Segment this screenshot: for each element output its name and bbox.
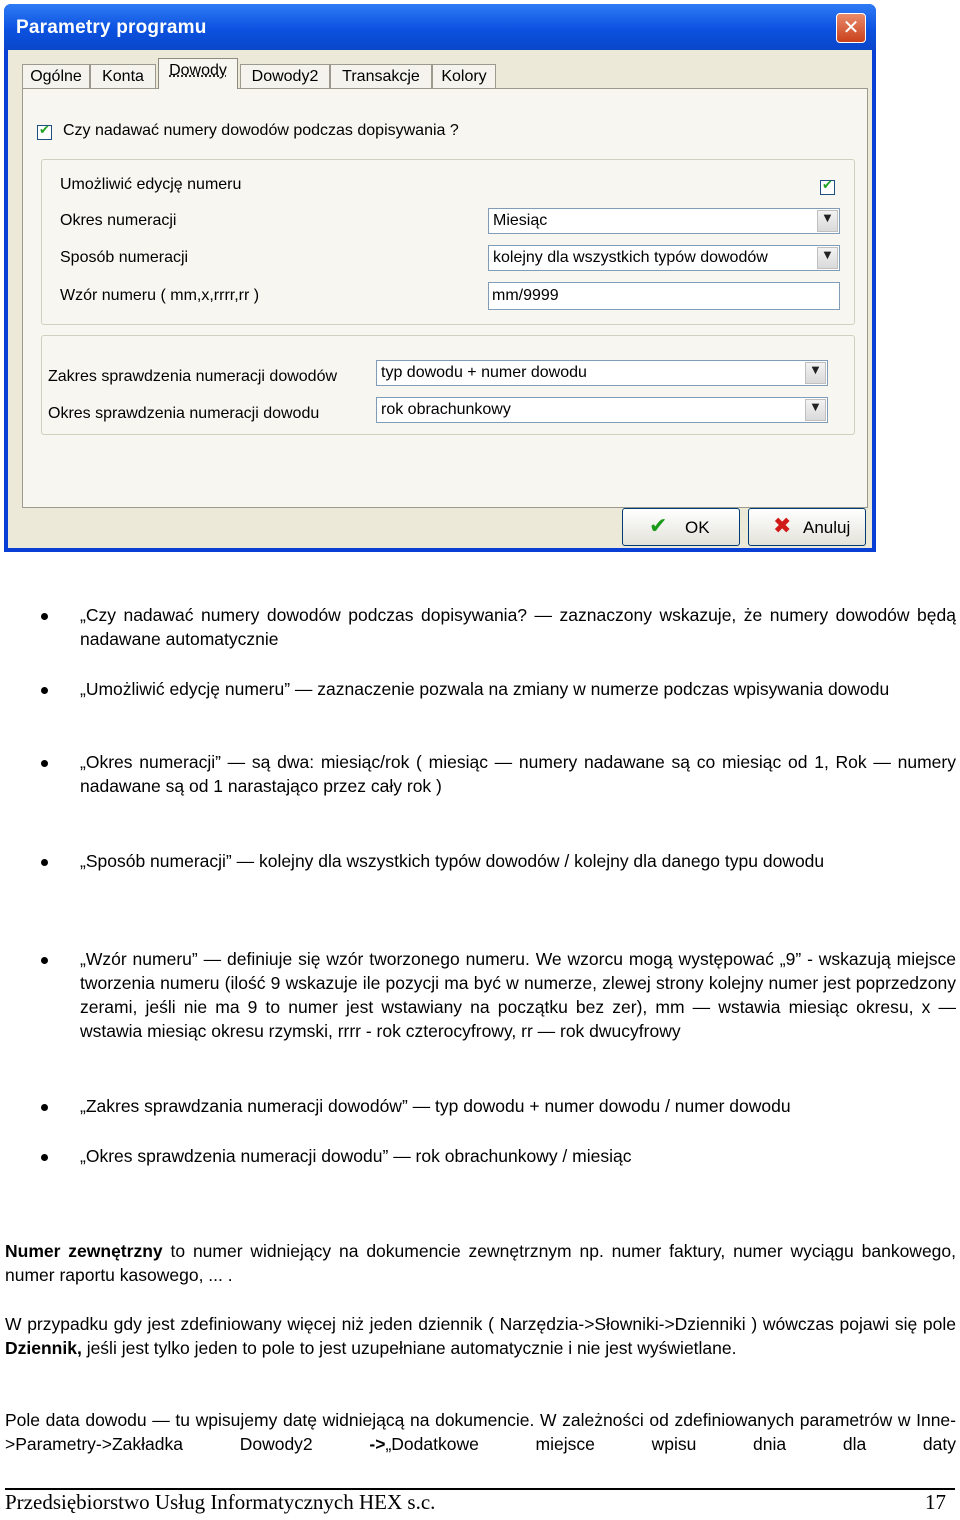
- list-item-text: „Zakres sprawdzania numeracji dowodów” — typ dowodu + numer dowodu / numer dowodu: [80, 1096, 791, 1116]
- edit-number-label: Umożliwić edycję numeru: [60, 176, 242, 193]
- checkmark-icon: ✔: [649, 514, 668, 539]
- dialog-client: [8, 50, 872, 548]
- tab-label: Dowody2: [251, 68, 319, 85]
- tab-panel: [22, 88, 868, 508]
- cancel-button[interactable]: [748, 508, 866, 546]
- tab-kolory[interactable]: [432, 64, 496, 88]
- tab-transakcje[interactable]: [330, 64, 432, 88]
- tab-label: Transakcje: [342, 68, 420, 85]
- paragraph-text: „Dodatkowe miejsce wpisu dnia dla daty: [385, 1434, 956, 1454]
- close-button[interactable]: [836, 13, 866, 43]
- chevron-down-icon: ▼: [811, 365, 820, 376]
- cross-icon: ✖: [773, 514, 792, 539]
- bullet-icon: [41, 687, 48, 694]
- pattern-input[interactable]: [488, 282, 840, 310]
- close-icon: ✕: [842, 15, 860, 39]
- chevron-down-icon: ▼: [823, 213, 832, 224]
- chevron-down-icon: ▼: [823, 250, 832, 261]
- pattern-label: Wzór numeru ( mm,x,rrrr,rr ): [60, 287, 260, 304]
- check-icon: ✔: [822, 178, 833, 193]
- check-range-label: Zakres sprawdzenia numeracji dowodów: [48, 368, 338, 385]
- bullet-icon: [41, 1104, 48, 1111]
- check-period-value: rok obrachunkowy: [381, 401, 511, 418]
- bullet-icon: [41, 859, 48, 866]
- bold-term: Dziennik,: [5, 1338, 82, 1358]
- bullet-icon: [41, 1154, 48, 1161]
- auto-number-label: Czy nadawać numery dowodów podczas dopisywania ?: [63, 122, 459, 139]
- tab-dowody[interactable]: [158, 58, 238, 89]
- dropdown-button[interactable]: [817, 210, 838, 232]
- list-item-text: „Okres numeracji” — są dwa: miesiąc/rok ( miesiąc — numery nadawane są co miesiąc od 1, Rok — numery nadawane są od 1 narastająco przez cały rok ): [80, 752, 956, 796]
- footer-company: Przedsiębiorstwo Usług Informatycznych HEX s.c.: [5, 1490, 436, 1514]
- list-item: [80, 1094, 956, 1118]
- period-value: Miesiąc: [493, 212, 548, 229]
- pattern-value: mm/9999: [492, 287, 559, 304]
- list-item: [80, 603, 956, 651]
- check-period-label: Okres sprawdzenia numeracji dowodu: [48, 405, 320, 422]
- method-label: Sposób numeracji: [60, 249, 189, 266]
- paragraph-journal: [5, 1312, 956, 1360]
- list-item: [80, 947, 956, 1043]
- chevron-down-icon: ▼: [811, 402, 820, 413]
- check-icon: ✔: [39, 123, 50, 138]
- auto-number-checkbox[interactable]: [37, 125, 52, 140]
- ok-label: OK: [685, 518, 710, 537]
- paragraph-text: Pole data dowodu — tu wpisujemy datę widniejącą na dokumencie. W zależności od zdefiniowanych parametrów w Inne->Parametry->Zakładka Dowody2: [5, 1410, 956, 1454]
- check-group: [41, 335, 855, 435]
- method-value: kolejny dla wszystkich typów dowodów: [493, 249, 768, 266]
- paragraph-text: W przypadku gdy jest zdefiniowany więcej niż jeden dziennik ( Narzędzia->Słowniki->Dzienniki ) wówczas pojawi się pole: [5, 1314, 956, 1334]
- list-item: [80, 1144, 956, 1168]
- tab-label: Dowody: [169, 62, 227, 79]
- parameters-dialog: [4, 4, 876, 552]
- list-item-text: „Okres sprawdzenia numeracji dowodu” — rok obrachunkowy / miesiąc: [80, 1146, 632, 1166]
- tab-label: Konta: [102, 68, 144, 85]
- tab-ogolne[interactable]: [22, 64, 90, 88]
- dialog-title: Parametry programu: [16, 17, 207, 38]
- paragraph-text: to numer widniejący na dokumencie zewnętrznym np. numer faktury, numer wyciągu bankowego, numer raportu kasowego, ... .: [5, 1241, 957, 1285]
- method-select[interactable]: [488, 245, 840, 271]
- tab-label: Ogólne: [30, 68, 82, 85]
- list-item-text: „Sposób numeracji” — kolejny dla wszystkich typów dowodów / kolejny dla danego typu dowodu: [80, 851, 825, 871]
- edit-number-checkbox[interactable]: [820, 180, 835, 195]
- bullet-icon: [41, 957, 48, 964]
- tab-label: Kolory: [441, 68, 487, 85]
- list-item-text: „Wzór numeru” — definiuje się wzór tworzonego numeru. We wzorcu mogą występować „9” - wskazują miejsce tworzenia numeru (ilość 9 wskazuje ile pozycji ma być w numerze, zlewej strony kolejny numer jest poprzedzony zerami, jeśli nie ma 9 to numer jest wstawiany na początku bez zer), mm — wstawia miesiąc okresu, x — wstawia miesiąc okresu rzymski, rrrr - rok czterocyfrowy, rr — rok dwucyfrowy: [80, 949, 956, 1041]
- list-item: [80, 677, 956, 701]
- paragraph-text: jeśli jest tylko jeden to pole to jest uzupełniane automatycznie i nie jest wyświetlane.: [81, 1338, 737, 1358]
- ok-button[interactable]: [622, 508, 740, 546]
- list-item: [80, 849, 956, 873]
- check-period-select[interactable]: [376, 397, 828, 423]
- cancel-label: Anuluj: [803, 518, 851, 537]
- bullet-icon: [41, 613, 48, 620]
- check-range-select[interactable]: [376, 360, 828, 386]
- bold-term: ->: [369, 1434, 386, 1454]
- paragraph-external-number: [5, 1239, 956, 1287]
- numbering-group: [41, 159, 855, 325]
- list-item-text: „Umożliwić edycję numeru” — zaznaczenie pozwala na zmiany w numerze podczas wpisywania dowodu: [80, 679, 890, 699]
- period-select[interactable]: [488, 208, 840, 234]
- dropdown-button[interactable]: [805, 399, 826, 421]
- list-item: [80, 750, 956, 798]
- tab-konta[interactable]: [90, 64, 156, 88]
- list-item-text: „Czy nadawać numery dowodów podczas dopisywania? — zaznaczony wskazuje, że numery dowodów będą nadawane automatycznie: [80, 605, 956, 649]
- paragraph-date: [5, 1408, 956, 1456]
- dropdown-button[interactable]: [817, 247, 838, 269]
- page-number: 17: [925, 1490, 946, 1514]
- check-range-value: typ dowodu + numer dowodu: [381, 364, 587, 381]
- tab-dowody2[interactable]: [240, 64, 330, 88]
- bold-term: Numer zewnętrzny: [5, 1241, 163, 1261]
- period-label: Okres numeracji: [60, 212, 177, 229]
- bullet-icon: [41, 760, 48, 767]
- title-bar[interactable]: [4, 4, 876, 50]
- dropdown-button[interactable]: [805, 362, 826, 384]
